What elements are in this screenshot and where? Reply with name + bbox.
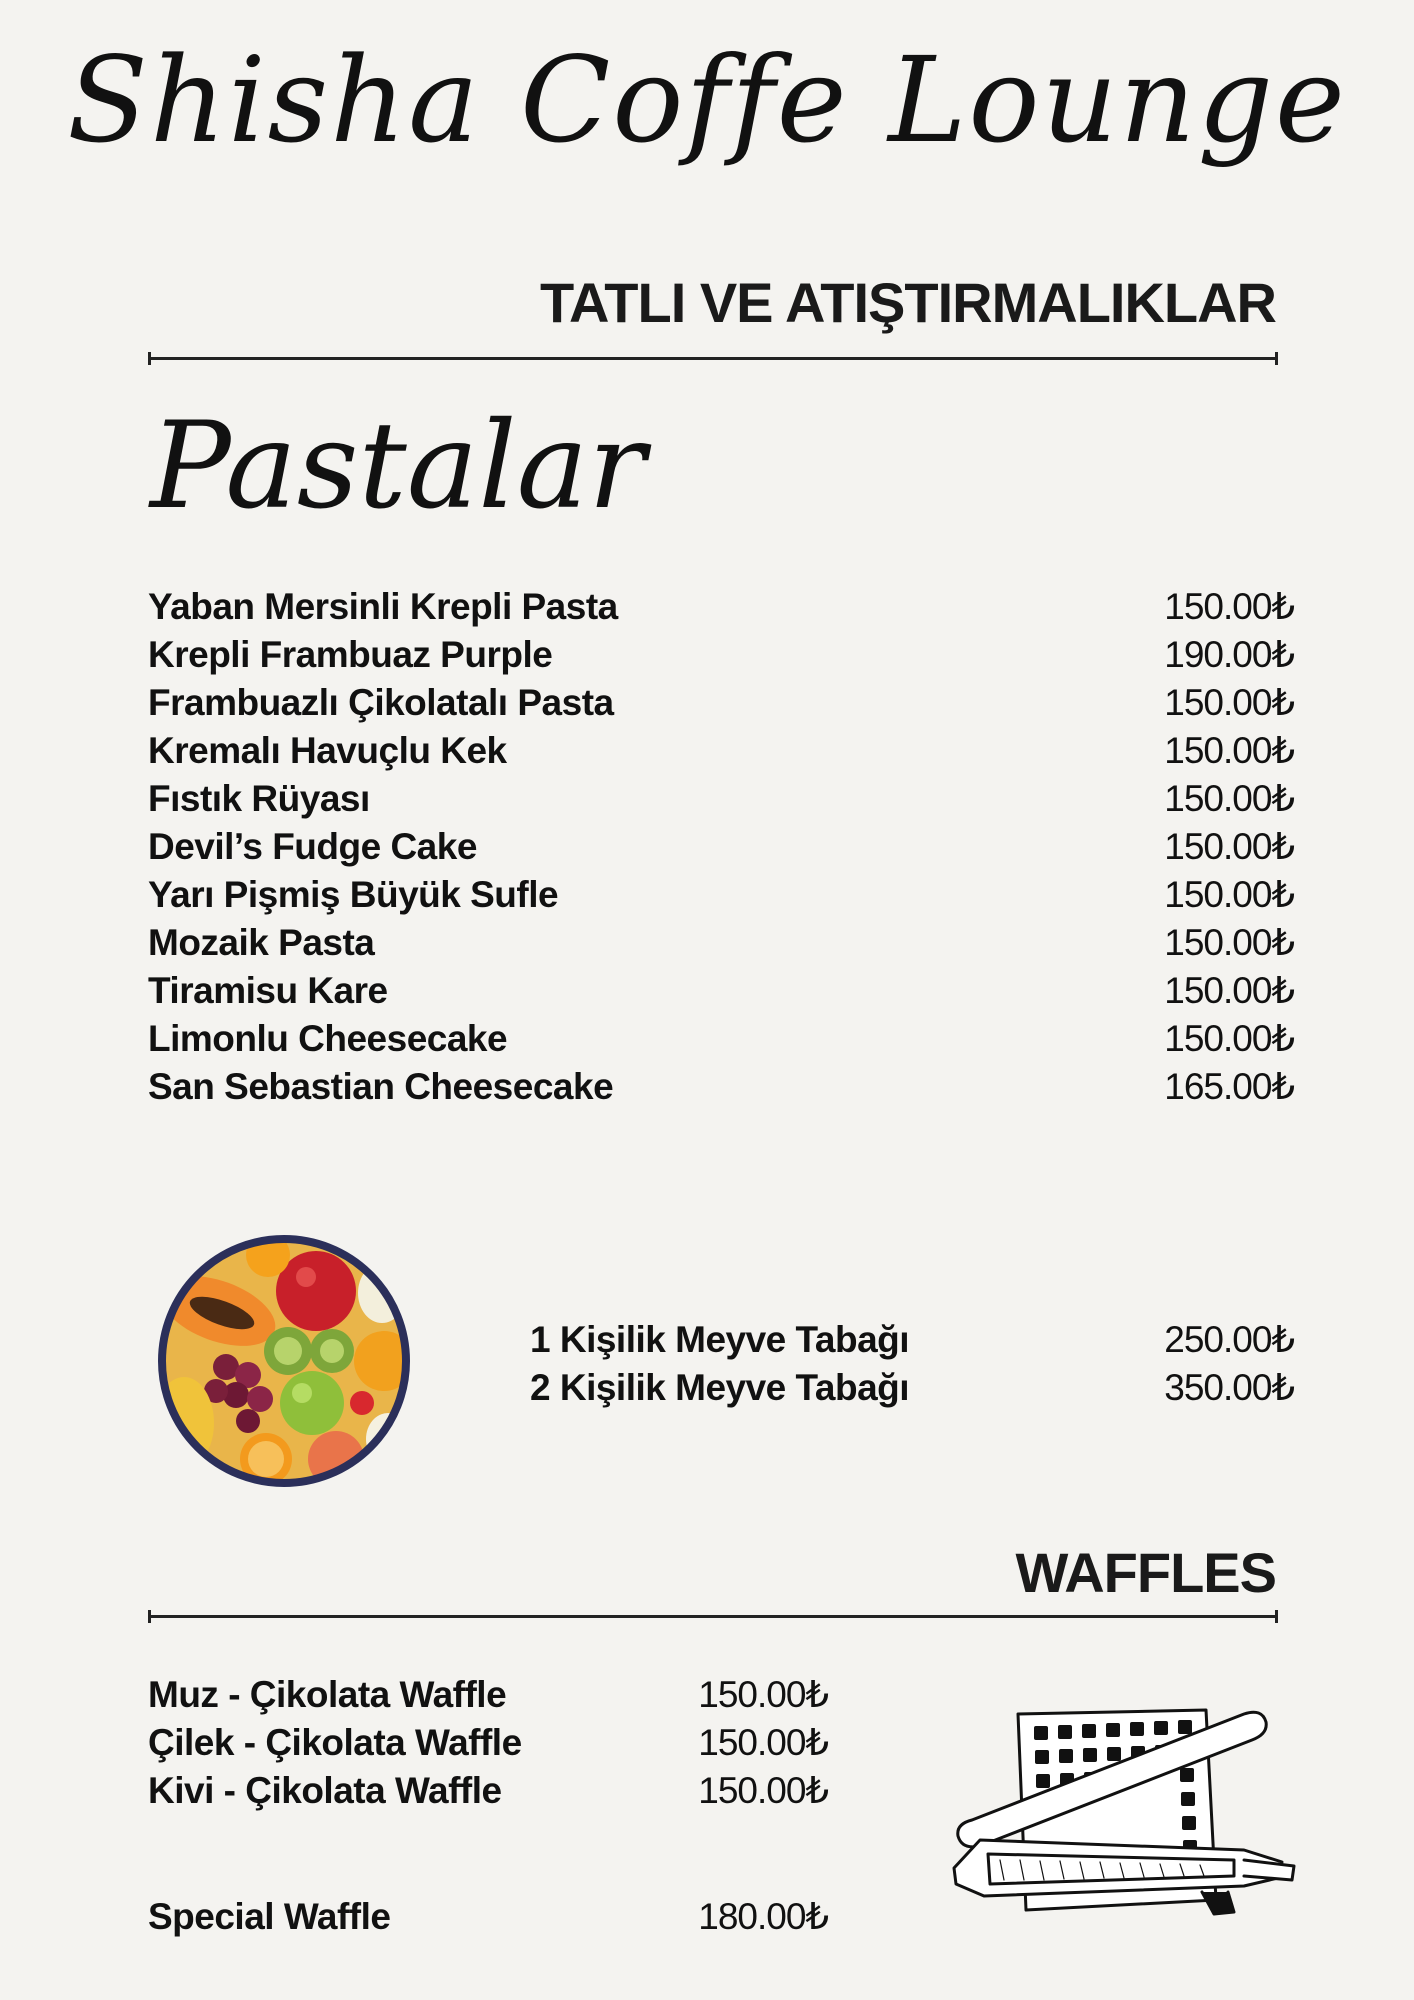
item-name: 1 Kişilik Meyve Tabağı bbox=[530, 1319, 910, 1360]
menu-item bbox=[148, 871, 1294, 919]
item-price: 165.00₺ bbox=[1164, 1066, 1294, 1107]
item-name: Krepli Frambuaz Purple bbox=[148, 634, 553, 675]
menu-item bbox=[148, 583, 1294, 631]
item-name: Muz - Çikolata Waffle bbox=[148, 1674, 507, 1715]
section-title-waffles: WAFFLES bbox=[1015, 1541, 1276, 1604]
menu-item bbox=[148, 631, 1294, 679]
item-name: Kivi - Çikolata Waffle bbox=[148, 1770, 502, 1811]
item-price: 150.00₺ bbox=[698, 1770, 828, 1811]
item-name: Yaban Mersinli Krepli Pasta bbox=[148, 586, 618, 627]
item-name: Yarı Pişmiş Büyük Sufle bbox=[148, 874, 559, 915]
pastalar-list bbox=[148, 583, 1294, 1111]
menu-item bbox=[148, 919, 1294, 967]
item-name: Çilek - Çikolata Waffle bbox=[148, 1722, 522, 1763]
item-price: 150.00₺ bbox=[698, 1674, 828, 1715]
menu-item bbox=[530, 1316, 1294, 1364]
waffle-iron-icon bbox=[944, 1700, 1300, 1920]
item-name: 2 Kişilik Meyve Tabağı bbox=[530, 1367, 910, 1408]
menu-item bbox=[148, 1671, 828, 1719]
fruit-plate-image bbox=[156, 1233, 412, 1489]
menu-item bbox=[148, 1063, 1294, 1111]
menu-item bbox=[148, 1767, 828, 1815]
item-name: Kremalı Havuçlu Kek bbox=[148, 730, 507, 771]
item-price: 150.00₺ bbox=[698, 1722, 828, 1763]
item-price: 350.00₺ bbox=[1164, 1367, 1294, 1408]
item-name: Fıstık Rüyası bbox=[148, 778, 370, 819]
menu-item bbox=[148, 1719, 828, 1767]
brand-title: Shisha Coffe Lounge bbox=[67, 31, 1347, 169]
item-price: 150.00₺ bbox=[1164, 730, 1294, 771]
item-name: Limonlu Cheesecake bbox=[148, 1018, 508, 1059]
item-name: Devil’s Fudge Cake bbox=[148, 826, 477, 867]
item-price: 150.00₺ bbox=[1164, 1018, 1294, 1059]
item-price: 250.00₺ bbox=[1164, 1319, 1294, 1360]
item-name: San Sebastian Cheesecake bbox=[148, 1066, 614, 1107]
waffle-list bbox=[148, 1671, 828, 1941]
menu-item bbox=[148, 679, 1294, 727]
item-price: 180.00₺ bbox=[698, 1896, 828, 1937]
divider bbox=[148, 1615, 1278, 1618]
item-price: 150.00₺ bbox=[1164, 922, 1294, 963]
item-price: 150.00₺ bbox=[1164, 970, 1294, 1011]
menu-item bbox=[148, 1893, 828, 1941]
item-price: 150.00₺ bbox=[1164, 586, 1294, 627]
menu-item bbox=[530, 1364, 1294, 1412]
menu-item bbox=[148, 1015, 1294, 1063]
item-price: 190.00₺ bbox=[1164, 634, 1294, 675]
fruit-list bbox=[530, 1316, 1294, 1412]
item-name: Mozaik Pasta bbox=[148, 922, 375, 963]
divider bbox=[148, 357, 1278, 360]
item-name: Frambuazlı Çikolatalı Pasta bbox=[148, 682, 614, 723]
item-name: Tiramisu Kare bbox=[148, 970, 388, 1011]
item-price: 150.00₺ bbox=[1164, 874, 1294, 915]
item-name: Special Waffle bbox=[148, 1896, 391, 1937]
menu-item bbox=[148, 823, 1294, 871]
menu-item bbox=[148, 775, 1294, 823]
menu-item bbox=[148, 727, 1294, 775]
section-title-desserts: TATLI VE ATIŞTIRMALIKLAR bbox=[539, 271, 1276, 334]
pastalar-title: Pastalar bbox=[150, 397, 646, 536]
menu-item bbox=[148, 967, 1294, 1015]
item-price: 150.00₺ bbox=[1164, 682, 1294, 723]
item-price: 150.00₺ bbox=[1164, 826, 1294, 867]
item-price: 150.00₺ bbox=[1164, 778, 1294, 819]
